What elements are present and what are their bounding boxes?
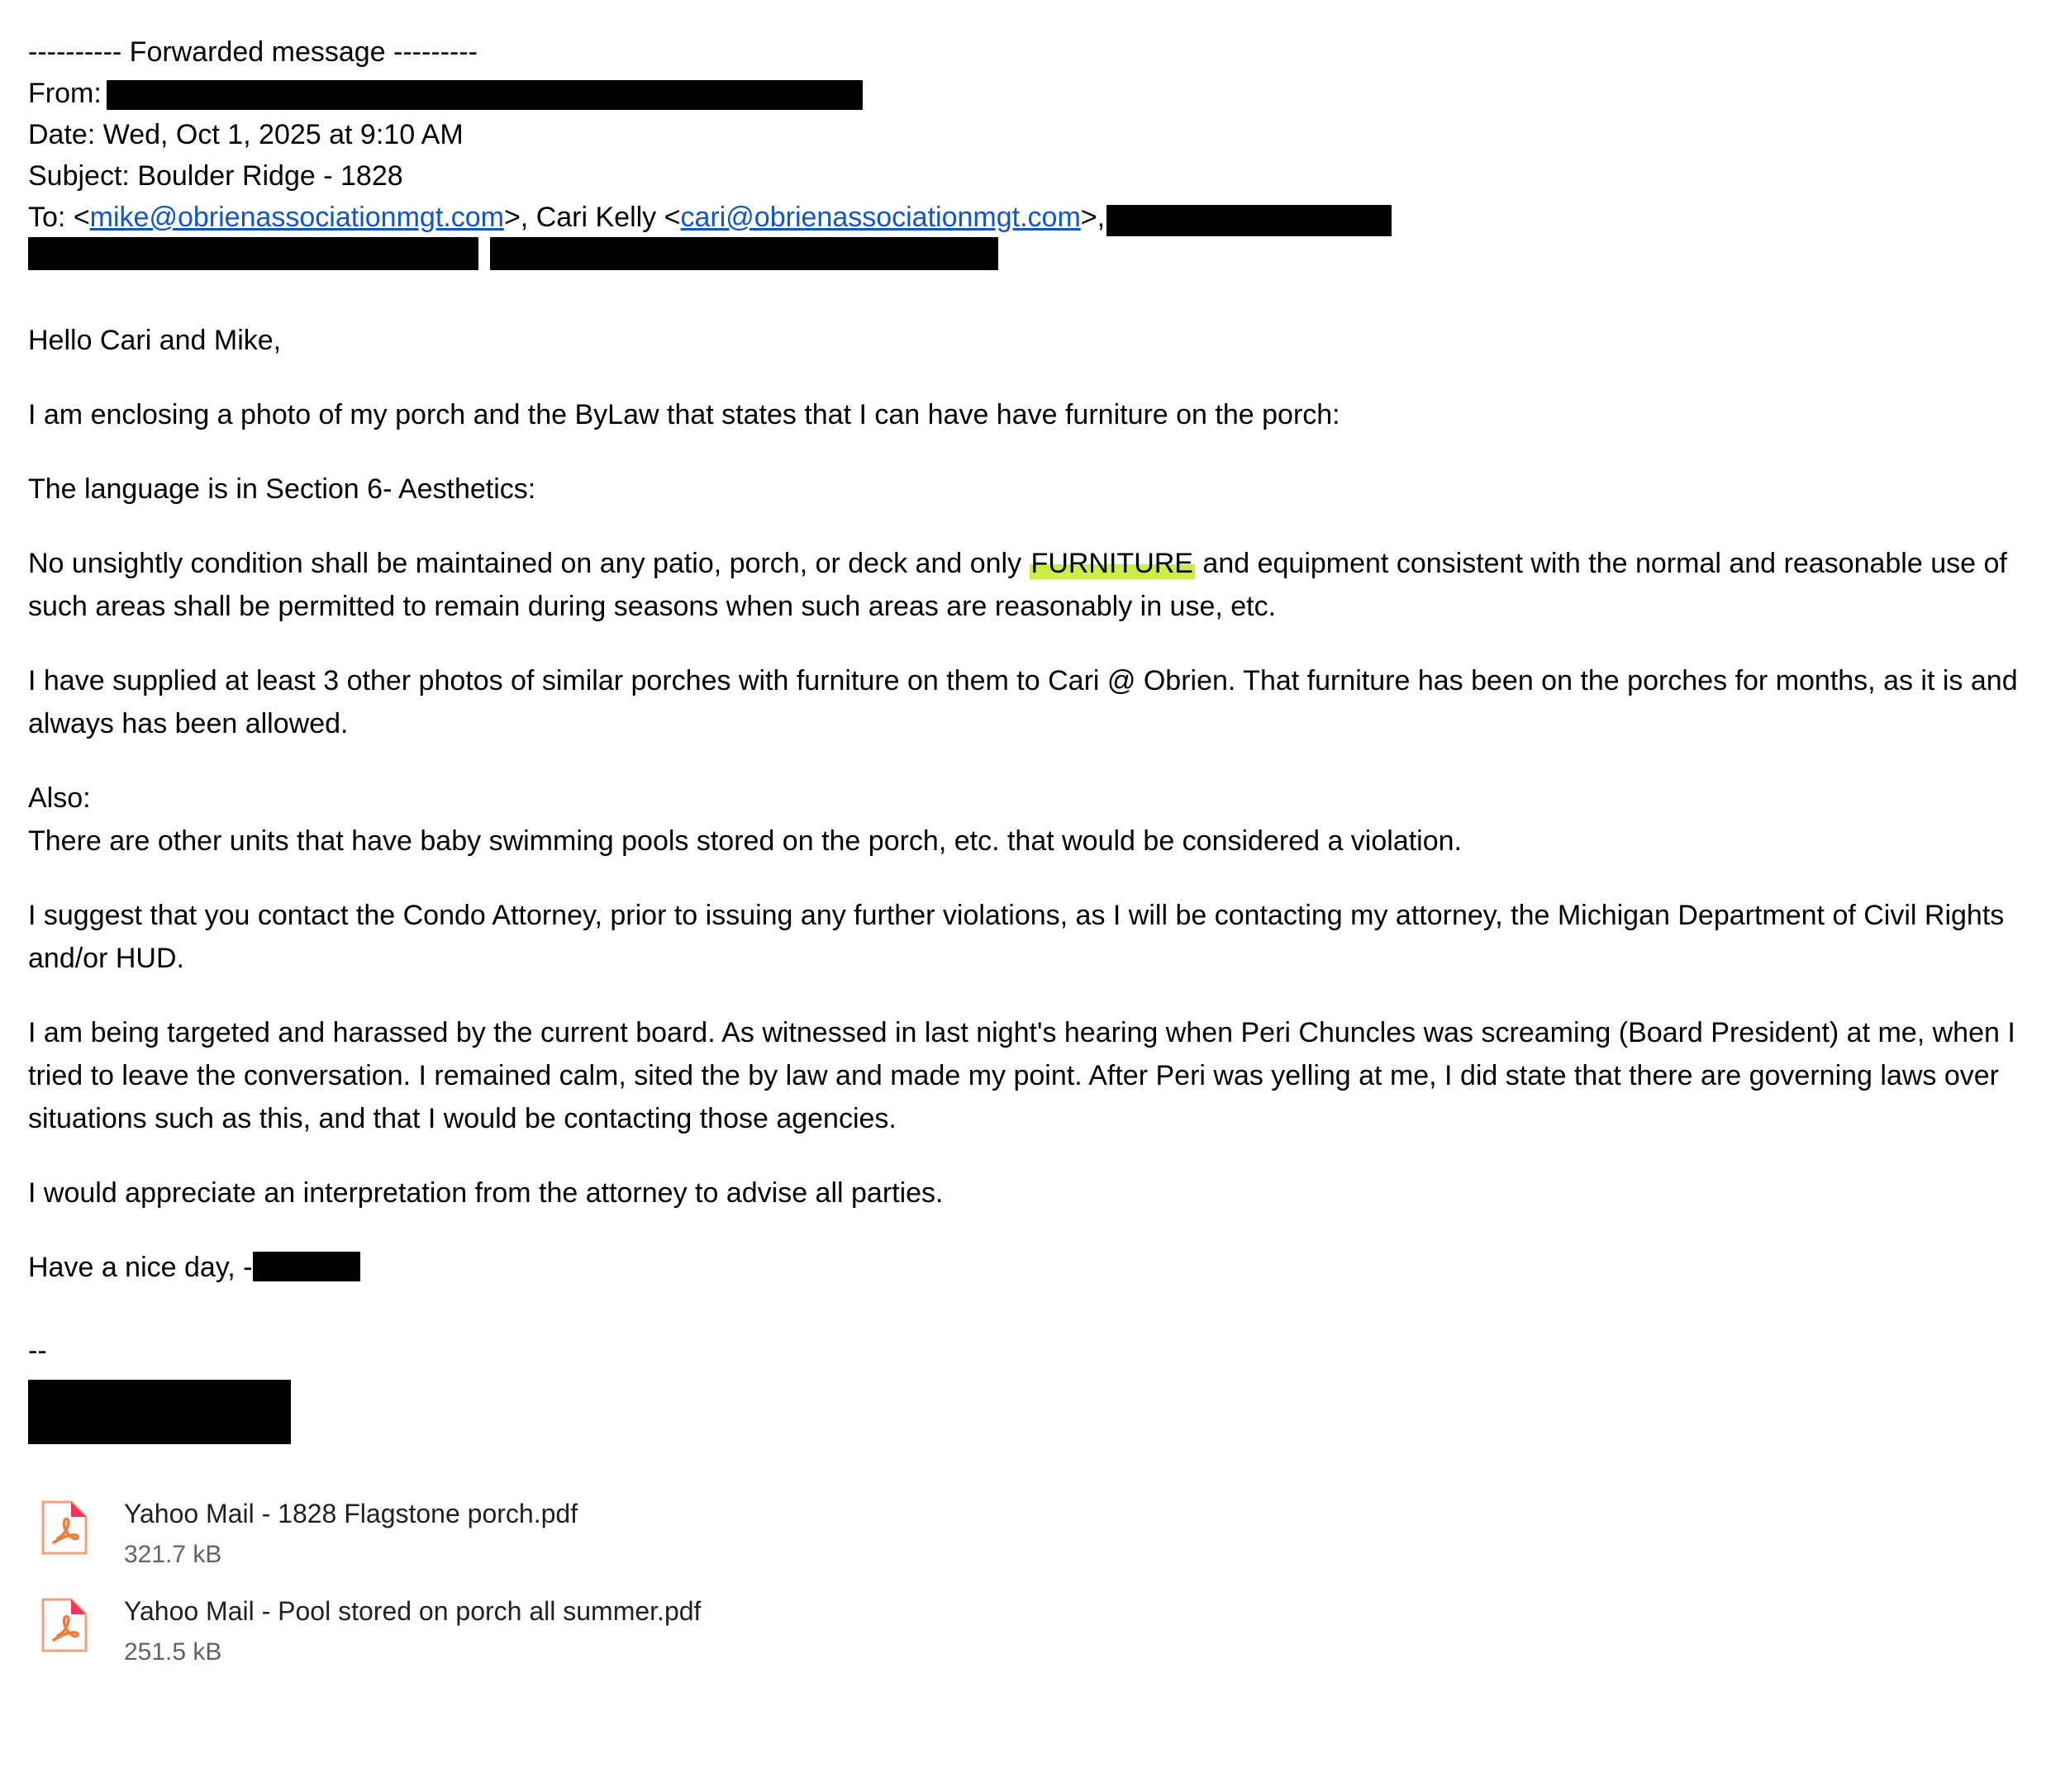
paragraph-attorney-suggestion: I suggest that you contact the Condo Attorney, prior to issuing any further violations, as I will be contacting my attorney, the Michigan Department of Civil Rights and/or HUD. bbox=[28, 900, 2005, 974]
date-line bbox=[28, 114, 2037, 155]
attachment-text bbox=[124, 1497, 578, 1571]
to-bracket-open-2: < bbox=[664, 202, 681, 233]
from-label: From: bbox=[28, 78, 102, 109]
signature-separator bbox=[28, 1337, 2037, 1444]
redaction-recipient-5 bbox=[490, 237, 998, 270]
paragraph-enclosing-photo: I am enclosing a photo of my porch and the ByLaw that states that I can have have furniture on the porch: bbox=[28, 399, 1340, 430]
attachment-item[interactable] bbox=[28, 1497, 2037, 1571]
paragraph-also-label: Also: bbox=[28, 782, 91, 814]
attachment-list bbox=[28, 1497, 2037, 1669]
redaction-sender-name bbox=[253, 1252, 360, 1281]
subject-line bbox=[28, 155, 2037, 197]
attachment-file-size: 251.5 kB bbox=[124, 1638, 222, 1666]
to-bracket-close-2: >, bbox=[1080, 202, 1106, 233]
attachment-item[interactable] bbox=[28, 1595, 2037, 1669]
to-bracket-close-1: >, bbox=[503, 202, 536, 233]
greeting-paragraph: Hello Cari and Mike, bbox=[28, 325, 282, 356]
paragraph-pools-violation: There are other units that have baby swimming pools stored on the porch, etc. that would be considered a violation. bbox=[28, 825, 1462, 857]
attachment-file-name[interactable]: Yahoo Mail - Pool stored on porch all summer.pdf bbox=[124, 1596, 702, 1626]
paragraph-harassment-claim: I am being targeted and harassed by the current board. As witnessed in last night's hearing when Peri Chuncles was screaming (Board President) at me, when I tried to leave the conversation. I remained calm, sited the by law and made my point. After Peri was yelling at me, I did state that there are governing laws over situations such as this, and that I would be contacting those agencies. bbox=[28, 1017, 2015, 1134]
closing-paragraph bbox=[28, 1246, 2036, 1289]
to-bracket-open-1: < bbox=[73, 202, 90, 233]
recipient-email-link-cari[interactable]: cari@obrienassociationmgt.com bbox=[680, 202, 1081, 233]
pdf-file-icon bbox=[41, 1500, 88, 1555]
paragraph-interpretation-request: I would appreciate an interpretation from the attorney to advise all parties. bbox=[28, 1177, 944, 1209]
message-body bbox=[28, 319, 2037, 1444]
date-value: Wed, Oct 1, 2025 at 9:10 AM bbox=[102, 119, 464, 150]
redaction-from-address bbox=[107, 80, 863, 110]
redaction-signature-block bbox=[28, 1380, 291, 1444]
highlighted-word-furniture: FURNITURE bbox=[1030, 548, 1193, 579]
forwarded-message-header bbox=[28, 31, 2037, 268]
redaction-recipient-4 bbox=[28, 237, 478, 270]
paragraph-bylaw-quote bbox=[28, 542, 2036, 628]
from-line bbox=[28, 73, 2037, 114]
subject-label: Subject: bbox=[28, 160, 130, 192]
attachment-text bbox=[124, 1595, 701, 1669]
bylaw-text-after-highlight: and equipment consistent with the normal and reasonable use of such areas shall be permitted to remain during seasons when such areas are reasonably in use, etc. bbox=[28, 548, 2007, 622]
bylaw-text-before-highlight: No unsightly condition shall be maintained on any patio, porch, or deck and only bbox=[28, 548, 1030, 579]
signature-dashes: -- bbox=[28, 1335, 47, 1367]
attachment-file-name[interactable]: Yahoo Mail - 1828 Flagstone porch.pdf bbox=[124, 1499, 578, 1528]
subject-value: Boulder Ridge - 1828 bbox=[137, 160, 403, 192]
forwarded-label: ---------- Forwarded message --------- bbox=[28, 36, 478, 68]
forwarded-separator-line bbox=[28, 31, 2037, 73]
date-label: Date: bbox=[28, 119, 96, 150]
pdf-file-icon bbox=[41, 1598, 88, 1652]
recipient-email-link-mike[interactable]: mike@obrienassociationmgt.com bbox=[89, 202, 504, 233]
recipient-name-cari: Cari Kelly bbox=[535, 202, 657, 233]
to-label: To: bbox=[28, 202, 66, 233]
attachment-file-size: 321.7 kB bbox=[124, 1541, 222, 1568]
paragraph-other-photos: I have supplied at least 3 other photos of similar porches with furniture on them to Cari @ Obrien. That furniture has been on the porches for months, as it is and always has been allowed. bbox=[28, 665, 2018, 739]
closing-text: Have a nice day, - bbox=[28, 1252, 253, 1283]
paragraph-section-reference: The language is in Section 6- Aesthetics: bbox=[28, 473, 536, 505]
to-line-overflow bbox=[28, 231, 2037, 268]
